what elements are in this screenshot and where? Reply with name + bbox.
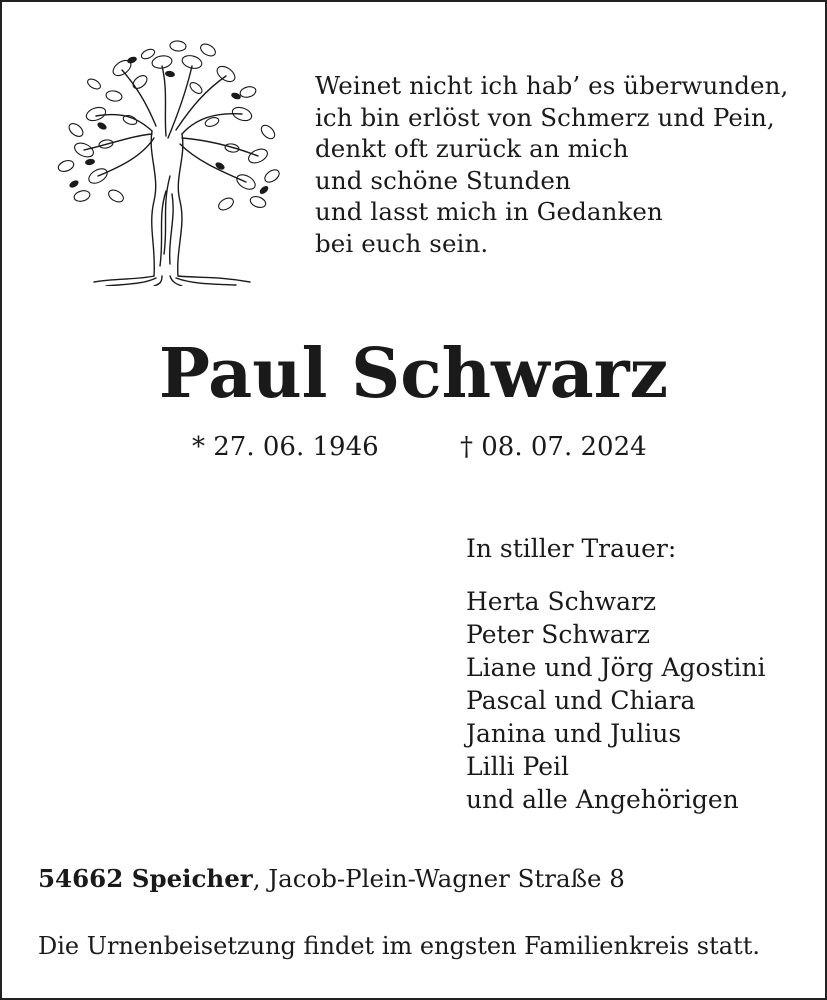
mourner-name: Peter Schwarz bbox=[466, 620, 650, 649]
mourners-list bbox=[466, 532, 766, 816]
address-city: 54662 Speicher bbox=[38, 864, 253, 893]
mourner-name: Liane und Jörg Agostini bbox=[466, 653, 766, 682]
birth-date: * 27. 06. 1946 bbox=[192, 432, 379, 462]
mourner-name: Janina und Julius bbox=[466, 719, 682, 748]
poem-line: ich bin erlöst von Schmerz und Pein, bbox=[315, 102, 775, 132]
poem bbox=[315, 70, 788, 259]
poem-line: und lasst mich in Gedanken bbox=[315, 197, 663, 226]
mourner-name: und alle Angehörigen bbox=[466, 785, 739, 814]
poem-line: denkt oft zurück an mich bbox=[315, 134, 629, 163]
mourner-name: Lilli Peil bbox=[466, 752, 570, 781]
poem-line: und schöne Stunden bbox=[315, 165, 571, 195]
address-street: , Jacob-Plein-Wagner Straße 8 bbox=[252, 864, 625, 893]
tree-illustration bbox=[36, 26, 288, 286]
burial-notice: Die Urnenbeisetzung findet im engsten Familienkreis statt. bbox=[38, 932, 760, 960]
death-date: † 08. 07. 2024 bbox=[460, 432, 647, 462]
address bbox=[38, 864, 625, 893]
poem-line: Weinet nicht ich hab’ es überwunden, bbox=[315, 71, 789, 100]
mourners-heading: In stiller Trauer: bbox=[466, 534, 677, 563]
poem-line: bei euch sein. bbox=[315, 228, 489, 258]
deceased-name: Paul Schwarz bbox=[158, 334, 669, 414]
mourner-name: Pascal und Chiara bbox=[466, 686, 696, 715]
mourner-name: Herta Schwarz bbox=[466, 587, 657, 616]
